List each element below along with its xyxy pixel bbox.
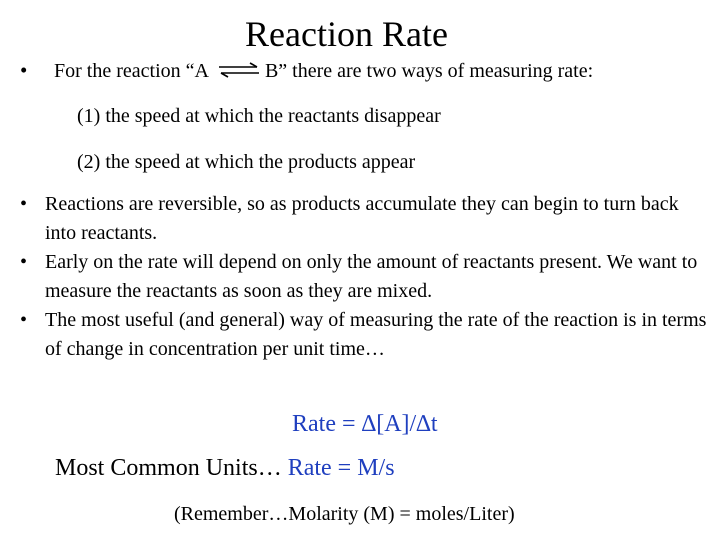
bullet-marker: • [20,309,28,331]
equilibrium-arrows-icon [217,62,261,78]
rate-formula: Rate = ∆[A]/∆t [292,411,438,437]
list-item [20,306,710,364]
bullet-text: The most useful (and general) way of measuring the rate of the reaction is in terms of change in concentration per unit time… [45,309,707,360]
bullet-marker: • [20,193,28,215]
way-1: (1) the speed at which the reactants disappear [77,105,441,127]
slide-title: Reaction Rate [245,14,448,54]
bullet-marker: • [20,58,28,82]
list-item [20,190,710,248]
intro-text-before: For the reaction “A [54,60,209,82]
common-units-line [55,452,395,484]
common-units-label: Most Common Units… [55,455,282,481]
way-2: (2) the speed at which the products appear [77,151,416,173]
molarity-note: (Remember…Molarity (M) = moles/Liter) [174,503,515,525]
bullet-text: Reactions are reversible, so as products accumulate they can begin to turn back into reactants. [45,193,679,244]
intro-text-after: B” there are two ways of measuring rate: [264,60,594,82]
intro-line [20,58,593,83]
common-units-formula: Rate = M/s [287,455,395,481]
bullet-text: Early on the rate will depend on only the amount of reactants present. We want to measure the reactants as soon as they are mixed. [45,251,698,302]
bullet-marker: • [20,251,28,273]
list-item [20,248,710,306]
bullet-list [20,190,710,364]
